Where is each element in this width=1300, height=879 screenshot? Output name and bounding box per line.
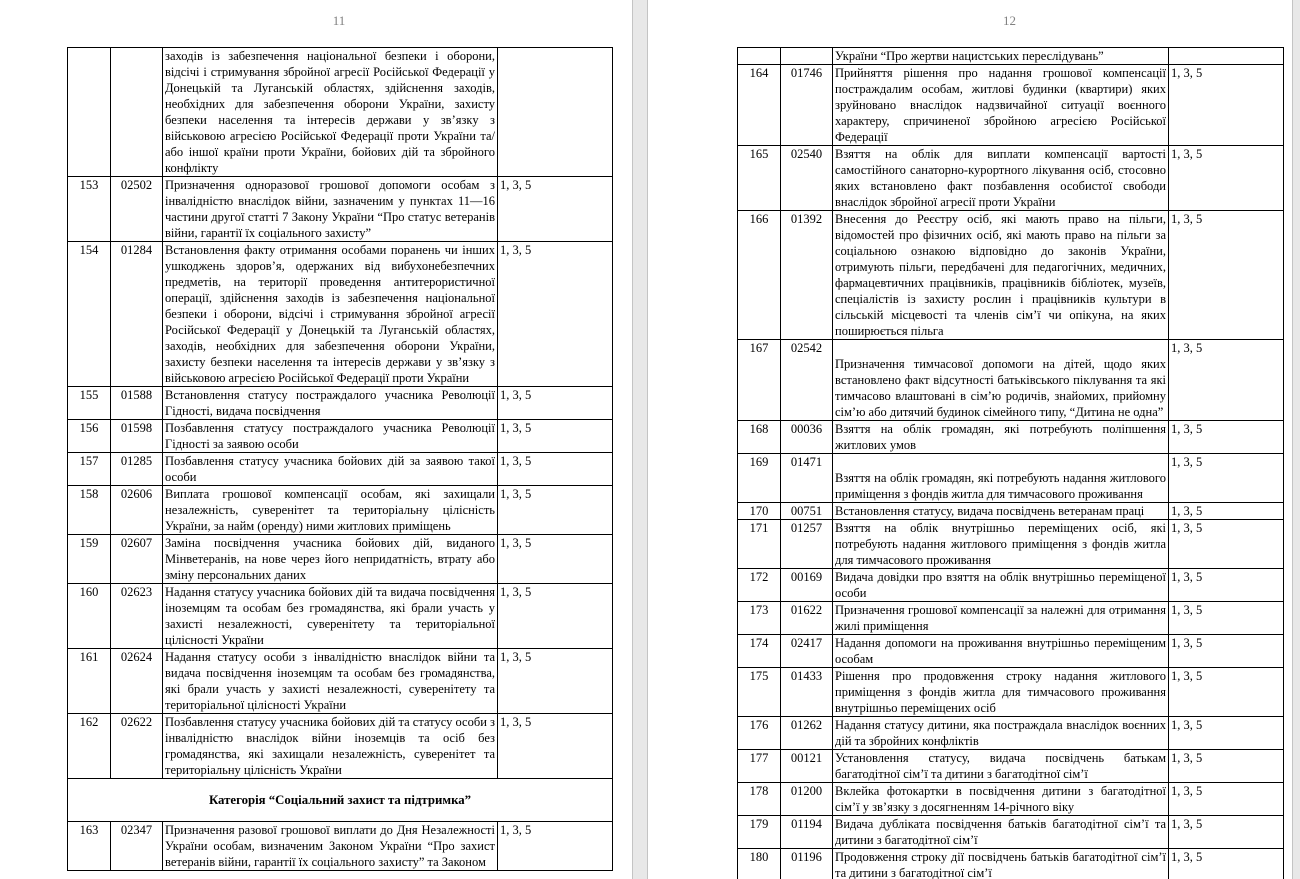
- service-description-cell: Призначення разової грошової виплати до Дня Незалежності України особам, визначеним Законом України “Про захист ветеранів війни, гарантії їх соціального захисту” та Законом: [163, 822, 498, 871]
- service-channels-cell: 1, 3, 5: [1169, 146, 1284, 211]
- service-channels-cell: 1, 3, 5: [1169, 717, 1284, 750]
- table-row: [738, 717, 1284, 750]
- row-number-cell: 156: [68, 420, 111, 453]
- table-row: [738, 48, 1284, 65]
- service-code-cell: 01196: [781, 849, 833, 879]
- service-description-cell: Встановлення статусу, видача посвідчень ветеранам праці: [833, 503, 1169, 520]
- service-code-cell: [781, 48, 833, 65]
- service-code-cell: 02417: [781, 635, 833, 668]
- service-description-cell: Рішення про продовження строку надання житлового приміщення з фондів житла для тимчасового проживання внутрішньо переміщених осіб: [833, 668, 1169, 717]
- service-description-cell: Позбавлення статусу постраждалого учасника Революції Гідності за заявою особи: [163, 420, 498, 453]
- service-description-cell: Взяття на облік громадян, які потребують надання житлового приміщення з фондів житла для тимчасового проживання: [833, 454, 1169, 503]
- admin-services-table-page-11: [67, 47, 613, 871]
- row-number-cell: 167: [738, 340, 781, 421]
- service-code-cell: 01200: [781, 783, 833, 816]
- row-number-cell: 176: [738, 717, 781, 750]
- service-description-cell: Взяття на облік для виплати компенсації вартості самостійного санаторно-курортного лікування осіб, стосовно яких встановлено факт позбавлення особистої свободи внаслідок збройної агресії проти України: [833, 146, 1169, 211]
- service-channels-cell: 1, 3, 5: [1169, 503, 1284, 520]
- page-number: 12: [1003, 13, 1016, 28]
- row-number-cell: 165: [738, 146, 781, 211]
- row-number-cell: 168: [738, 421, 781, 454]
- service-description-cell: Встановлення факту отримання особами поранень чи інших ушкоджень здоров’я, одержаних від вибухонебезпечних предметів, на території проведення антитерористичної операції, здійснення заходів із забезпечення національної безпеки і оборони, відсічі і стримування збройної агресії Російської Федерації у Донецькій та Луганській областях, заходів, необхідних для забезпечення оборони України, захисту безпеки населення та інтересів держави у зв’язку з військовою агресією Російської Федерації проти України: [163, 242, 498, 387]
- service-channels-cell: 1, 3, 5: [498, 420, 613, 453]
- service-code-cell: 01433: [781, 668, 833, 717]
- row-number-cell: [738, 48, 781, 65]
- service-description-cell: України “Про жертви нацистських переслідувань”: [833, 48, 1169, 65]
- service-code-cell: 01257: [781, 520, 833, 569]
- table-row: [68, 486, 613, 535]
- service-channels-cell: 1, 3, 5: [1169, 750, 1284, 783]
- table-row: [68, 453, 613, 486]
- service-code-cell: 01598: [111, 420, 163, 453]
- table-row: [738, 211, 1284, 340]
- row-number-cell: 172: [738, 569, 781, 602]
- service-code-cell: 01471: [781, 454, 833, 503]
- row-number-cell: 173: [738, 602, 781, 635]
- service-description-cell: Призначення грошової компенсації за належні для отримання жилі приміщення: [833, 602, 1169, 635]
- service-description-cell: Видача дубліката посвідчення батьків багатодітної сім’ї та дитини з багатодітної сім’ї: [833, 816, 1169, 849]
- row-number-cell: 178: [738, 783, 781, 816]
- service-code-cell: 01392: [781, 211, 833, 340]
- row-number-cell: 179: [738, 816, 781, 849]
- row-number-cell: 163: [68, 822, 111, 871]
- service-description-cell: Видача довідки про взяття на облік внутрішньо переміщеної особи: [833, 569, 1169, 602]
- service-channels-cell: 1, 3, 5: [1169, 668, 1284, 717]
- row-number-cell: 171: [738, 520, 781, 569]
- table-row: [68, 822, 613, 871]
- service-description-cell: Заміна посвідчення учасника бойових дій, виданого Мінветеранів, на нове через його непридатність, втрату або зміну персональних даних: [163, 535, 498, 584]
- table-row: [68, 714, 613, 779]
- service-channels-cell: 1, 3, 5: [1169, 816, 1284, 849]
- row-number-cell: 160: [68, 584, 111, 649]
- service-description-cell: Взяття на облік громадян, які потребують поліпшення житлових умов: [833, 421, 1169, 454]
- service-code-cell: 02542: [781, 340, 833, 421]
- row-number-cell: 157: [68, 453, 111, 486]
- row-number-cell: 174: [738, 635, 781, 668]
- service-code-cell: 02622: [111, 714, 163, 779]
- service-code-cell: 01285: [111, 453, 163, 486]
- service-description-cell: Продовження строку дії посвідчень батьків багатодітної сім’ї та дитини з багатодітної сім’ї: [833, 849, 1169, 879]
- service-code-cell: 01588: [111, 387, 163, 420]
- table-row: [738, 635, 1284, 668]
- table-row: [738, 783, 1284, 816]
- service-channels-cell: 1, 3, 5: [498, 486, 613, 535]
- service-channels-cell: 1, 3, 5: [498, 714, 613, 779]
- service-description-cell: Встановлення статусу постраждалого учасника Революції Гідності, видача посвідчення: [163, 387, 498, 420]
- row-number-cell: 159: [68, 535, 111, 584]
- row-number-cell: [68, 48, 111, 177]
- table-row: [738, 569, 1284, 602]
- document-page-11: [0, 0, 632, 879]
- service-channels-cell: 1, 3, 5: [498, 822, 613, 871]
- service-description-cell: Призначення одноразової грошової допомоги особам з інвалідністю внаслідок війни, зазначеним у пунктах 11—16 частини другої статті 7 Закону України “Про статус ветеранів війни, гарантії їх соціального захисту”: [163, 177, 498, 242]
- service-channels-cell: 1, 3, 5: [498, 535, 613, 584]
- service-code-cell: 01622: [781, 602, 833, 635]
- table-row: [738, 602, 1284, 635]
- service-code-cell: 01194: [781, 816, 833, 849]
- service-code-cell: 00036: [781, 421, 833, 454]
- table-row: [738, 146, 1284, 211]
- table-row: [738, 65, 1284, 146]
- table-row: [68, 535, 613, 584]
- service-description-cell: Позбавлення статусу учасника бойових дій за заявою такої особи: [163, 453, 498, 486]
- row-number-cell: 162: [68, 714, 111, 779]
- table-row: [738, 750, 1284, 783]
- service-channels-cell: 1, 3, 5: [1169, 520, 1284, 569]
- service-code-cell: 02347: [111, 822, 163, 871]
- row-number-cell: 175: [738, 668, 781, 717]
- service-channels-cell: 1, 3, 5: [1169, 211, 1284, 340]
- row-number-cell: 169: [738, 454, 781, 503]
- service-channels-cell: 1, 3, 5: [1169, 602, 1284, 635]
- table-row: [68, 242, 613, 387]
- service-code-cell: 00169: [781, 569, 833, 602]
- row-number-cell: 158: [68, 486, 111, 535]
- table-row: [738, 340, 1284, 421]
- service-code-cell: 02624: [111, 649, 163, 714]
- row-number-cell: 153: [68, 177, 111, 242]
- document-page-12: [648, 0, 1292, 879]
- service-channels-cell: [498, 48, 613, 177]
- service-channels-cell: 1, 3, 5: [1169, 635, 1284, 668]
- service-channels-cell: 1, 3, 5: [498, 453, 613, 486]
- service-code-cell: 02607: [111, 535, 163, 584]
- service-description-cell: Надання статусу дитини, яка постраждала внаслідок воєнних дій та збройних конфліктів: [833, 717, 1169, 750]
- table-row: [68, 584, 613, 649]
- row-number-cell: 161: [68, 649, 111, 714]
- service-code-cell: 02502: [111, 177, 163, 242]
- table-row: [68, 387, 613, 420]
- service-channels-cell: 1, 3, 5: [498, 242, 613, 387]
- service-channels-cell: 1, 3, 5: [1169, 849, 1284, 879]
- service-channels-cell: 1, 3, 5: [1169, 65, 1284, 146]
- table-row: [68, 48, 613, 177]
- admin-services-table-page-12: [737, 47, 1284, 879]
- service-channels-cell: 1, 3, 5: [1169, 421, 1284, 454]
- service-description-cell: Установлення статусу, видача посвідчень батькам багатодітної сім’ї та дитини з багатодітної сім’ї: [833, 750, 1169, 783]
- service-channels-cell: 1, 3, 5: [1169, 340, 1284, 421]
- service-description-cell: Призначення тимчасової допомоги на дітей, щодо яких встановлено факт відсутності батьківського піклування та які тимчасово влаштовані в сім’ю родичів, знайомих, прийомну сім’ю або дитячий будинок сімейного типу, “Дитина не одна”: [833, 340, 1169, 421]
- table-row: [738, 454, 1284, 503]
- category-heading: Категорія “Соціальний захист та підтримка”: [68, 779, 613, 822]
- row-number-cell: 154: [68, 242, 111, 387]
- category-row: [68, 779, 613, 822]
- service-description-cell: Прийняття рішення про надання грошової компенсації постраждалим особам, житлові будинки (квартири) яких зруйновано внаслідок надзвичайної ситуації воєнного характеру, спричиненої збройною агресією Російської Федерації: [833, 65, 1169, 146]
- table-row: [738, 816, 1284, 849]
- table-row: [68, 177, 613, 242]
- row-number-cell: 170: [738, 503, 781, 520]
- row-number-cell: 166: [738, 211, 781, 340]
- service-channels-cell: 1, 3, 5: [1169, 454, 1284, 503]
- table-row: [738, 503, 1284, 520]
- service-channels-cell: 1, 3, 5: [498, 387, 613, 420]
- service-code-cell: 01284: [111, 242, 163, 387]
- service-description-cell: Вклейка фотокартки в посвідчення дитини з багатодітної сім’ї у зв’язку з досягненням 14-річного віку: [833, 783, 1169, 816]
- service-code-cell: 01746: [781, 65, 833, 146]
- service-code-cell: 02623: [111, 584, 163, 649]
- service-code-cell: 00121: [781, 750, 833, 783]
- service-description-cell: заходів із забезпечення національної безпеки і оборони, відсічі і стримування збройної агресії Російської Федерації у Донецькій та Луганській областях, здійснення заходів, необхідних для забезпечення оборони України, захисту безпеки населення та інтересів держави у зв’язку з військовою агресією Російської Федерації проти України та/або іншої країни проти України, бойових дій та збройного конфлікту: [163, 48, 498, 177]
- table-row: [738, 668, 1284, 717]
- row-number-cell: 164: [738, 65, 781, 146]
- row-number-cell: 180: [738, 849, 781, 879]
- service-description-cell: Позбавлення статусу учасника бойових дій та статусу особи з інвалідністю внаслідок війни іноземців та осіб без громадянства, які захищали незалежність, суверенітет та територіальну цілісність України: [163, 714, 498, 779]
- service-code-cell: 01262: [781, 717, 833, 750]
- row-number-cell: 155: [68, 387, 111, 420]
- page-gap: [632, 0, 648, 879]
- service-description-cell: Надання статусу учасника бойових дій та видача посвідчення іноземцям та особам без громадянства, які брали участь у захисті незалежності, суверенітету та територіальної цілісності України: [163, 584, 498, 649]
- service-code-cell: [111, 48, 163, 177]
- table-row: [738, 849, 1284, 879]
- service-channels-cell: 1, 3, 5: [498, 584, 613, 649]
- service-description-cell: Надання статусу особи з інвалідністю внаслідок війни та видача посвідчення іноземцям та особам без громадянства, які брали участь у захисті незалежності, суверенітету та територіальної цілісності України: [163, 649, 498, 714]
- table-row: [68, 420, 613, 453]
- table-row: [738, 520, 1284, 569]
- page-number: 11: [332, 13, 346, 28]
- service-description-cell: Надання допомоги на проживання внутрішньо переміщеним особам: [833, 635, 1169, 668]
- service-channels-cell: [1169, 48, 1284, 65]
- table-row: [68, 649, 613, 714]
- service-channels-cell: 1, 3, 5: [498, 177, 613, 242]
- service-description-cell: Внесення до Реєстру осіб, які мають право на пільги, відомостей про фізичних осіб, які мають право на пільги за соціальною ознакою відповідно до законів України, отримують пільги, передбачені для педагогічних, медичних, фармацевтичних працівників, працівників бібліотек, музеїв, спеціалістів із захисту рослин і працівників культури в сільській місцевості та членів сім’ї чи опікуна, на яких поширюється пільга: [833, 211, 1169, 340]
- service-description-cell: Взяття на облік внутрішньо переміщених осіб, які потребують надання житлового приміщення з фондів житла для тимчасового проживання: [833, 520, 1169, 569]
- service-channels-cell: 1, 3, 5: [1169, 783, 1284, 816]
- service-code-cell: 02540: [781, 146, 833, 211]
- row-number-cell: 177: [738, 750, 781, 783]
- service-channels-cell: 1, 3, 5: [1169, 569, 1284, 602]
- service-code-cell: 00751: [781, 503, 833, 520]
- scrollbar-track[interactable]: [1292, 0, 1300, 879]
- service-code-cell: 02606: [111, 486, 163, 535]
- service-channels-cell: 1, 3, 5: [498, 649, 613, 714]
- service-description-cell: Виплата грошової компенсації особам, які захищали незалежність, суверенітет та територіальну цілісність України, за найм (оренду) ними житлових приміщень: [163, 486, 498, 535]
- table-row: [738, 421, 1284, 454]
